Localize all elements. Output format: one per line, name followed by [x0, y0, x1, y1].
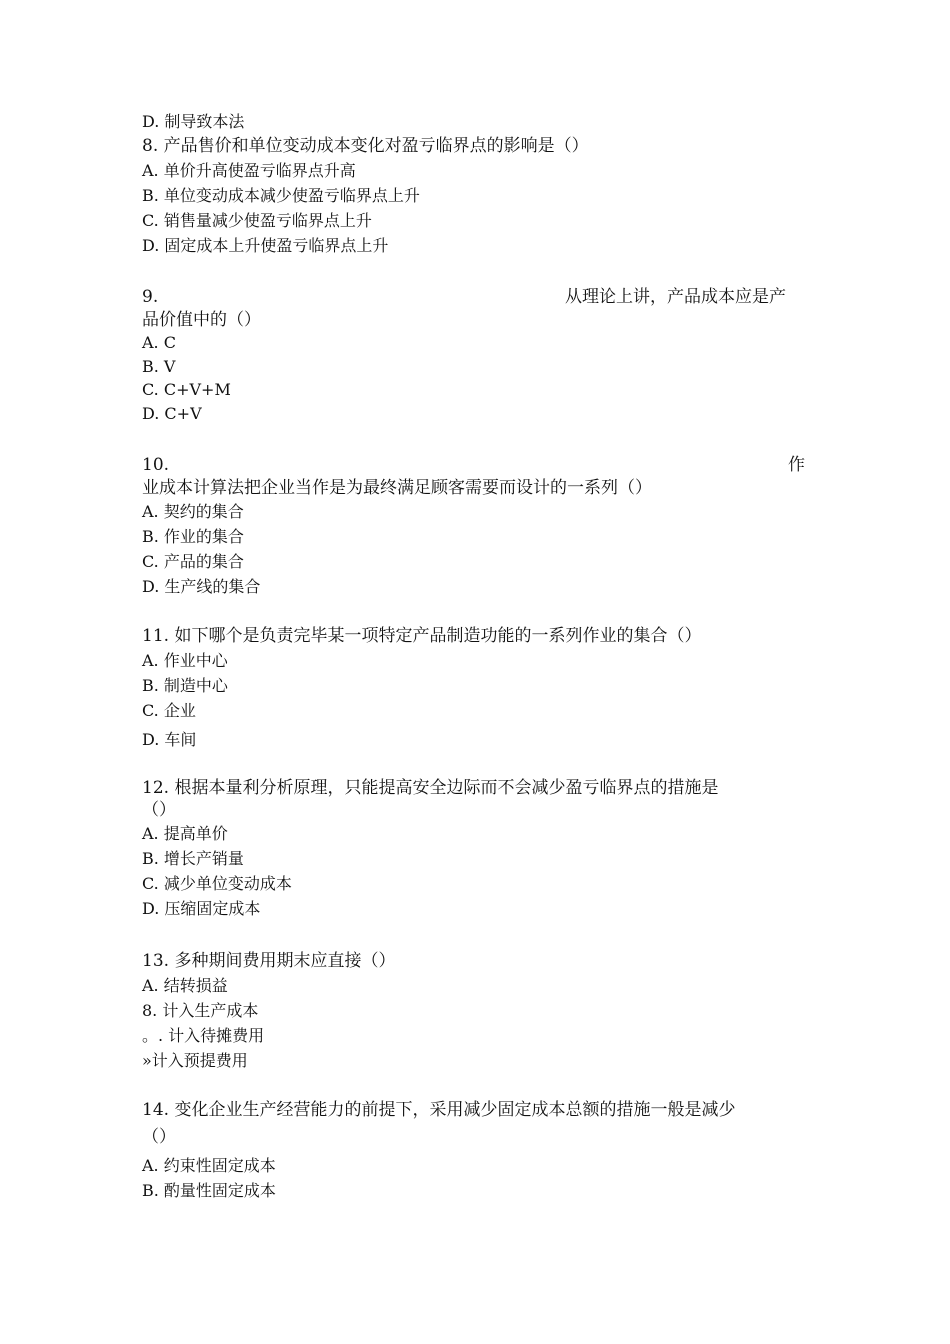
q8-option-a: A. 单价升高使盈亏临界点升高	[142, 161, 356, 180]
q10-stem-cont: 业成本计算法把企业当作是为最终满足顾客需要而设计的一系列（）	[142, 478, 652, 498]
q13-option-b: 8. 计入生产成本	[142, 1001, 259, 1020]
q14-stem: 14. 变化企业生产经营能力的前提下，采用减少固定成本总额的措施一般是减少	[142, 1100, 736, 1120]
q9-option-a: A. C	[142, 333, 176, 352]
q10-stem-right: 作	[788, 455, 805, 475]
q13-option-a: A. 结转损益	[142, 976, 228, 995]
q11-option-d: D. 车间	[142, 730, 197, 749]
q12-option-c: C. 减少单位变动成本	[142, 874, 292, 893]
q13-option-c: 。. 计入待摊费用	[142, 1026, 265, 1045]
q12-stem-cont: （）	[142, 800, 176, 820]
q14-option-b: B. 酌量性固定成本	[142, 1181, 276, 1200]
q9-option-d: D. C+V	[142, 404, 202, 423]
q14-stem-cont: （）	[142, 1127, 176, 1147]
q8-stem: 8. 产品售价和单位变动成本变化对盈亏临界点的影响是（）	[142, 136, 589, 156]
q10-option-c: C. 产品的集合	[142, 552, 244, 571]
q13-option-d: »计入预提费用	[142, 1051, 248, 1070]
q11-option-b: B. 制造中心	[142, 676, 228, 695]
q11-option-c: C. 企业	[142, 701, 196, 720]
q9-stem-cont: 品价值中的（）	[142, 310, 261, 330]
q7-option-d: D. 制导致本法	[142, 112, 245, 131]
q13-stem: 13. 多种期间费用期末应直接（）	[142, 951, 396, 971]
q9-number: 9.	[142, 287, 159, 307]
q8-option-b: B. 单位变动成本减少使盈亏临界点上升	[142, 186, 420, 205]
q10-option-d: D. 生产线的集合	[142, 577, 261, 596]
q11-stem: 11. 如下哪个是负责完毕某一项特定产品制造功能的一系列作业的集合（）	[142, 626, 702, 646]
q10-option-b: B. 作业的集合	[142, 527, 244, 546]
q10-number: 10.	[142, 455, 170, 475]
q9-option-c: C. C+V+M	[142, 380, 231, 399]
q9-stem-right: 从理论上讲，产品成本应是产	[565, 287, 786, 307]
q12-option-d: D. 压缩固定成本	[142, 899, 261, 918]
q12-option-b: B. 增长产销量	[142, 849, 244, 868]
q11-option-a: A. 作业中心	[142, 651, 228, 670]
q8-option-c: C. 销售量减少使盈亏临界点上升	[142, 211, 372, 230]
q8-option-d: D. 固定成本上升使盈亏临界点上升	[142, 236, 389, 255]
q10-option-a: A. 契约的集合	[142, 502, 244, 521]
q12-stem: 12. 根据本量利分析原理，只能提高安全边际而不会减少盈亏临界点的措施是	[142, 778, 719, 798]
q9-option-b: B. V	[142, 357, 176, 376]
q14-option-a: A. 约束性固定成本	[142, 1156, 276, 1175]
q12-option-a: A. 提高单价	[142, 824, 228, 843]
